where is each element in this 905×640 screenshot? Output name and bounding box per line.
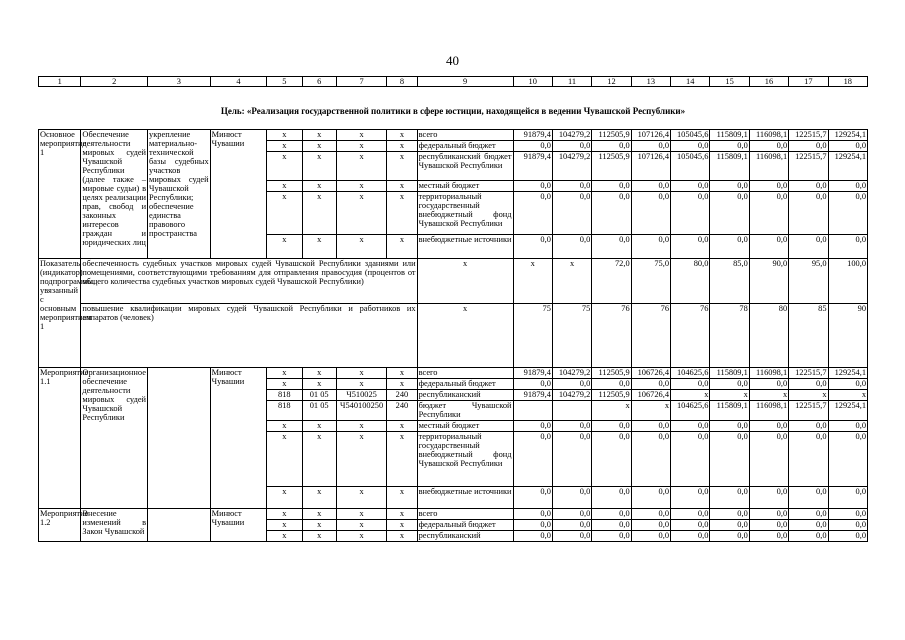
funding-value: 122515,7 (789, 130, 828, 141)
responsible-executor: Минюст Чувашии (210, 509, 267, 542)
funding-value: 116098,1 (749, 401, 788, 421)
indicator-value: 78 (710, 304, 749, 368)
funding-value: 104279,2 (552, 368, 591, 379)
funding-value: 0,0 (671, 379, 710, 390)
expense-type-code: x (387, 520, 417, 531)
column-number: 11 (552, 77, 591, 87)
indicator-value: 75 (552, 304, 591, 368)
column-number: 12 (592, 77, 631, 87)
funding-value: 0,0 (631, 509, 670, 520)
grbs-code: x (267, 141, 302, 152)
event-label: Мероприятие 1.2 (39, 509, 81, 542)
funding-value: x (749, 390, 788, 401)
funding-value: x (710, 390, 749, 401)
funding-value: 0,0 (749, 531, 788, 542)
column-number: 16 (749, 77, 788, 87)
funding-value: 0,0 (789, 487, 828, 509)
section-code: x (302, 130, 336, 141)
funding-value: 0,0 (592, 235, 631, 259)
indicator-value: 76 (592, 304, 631, 368)
indicator-value: 76 (671, 304, 710, 368)
event-result: укрепление материально-технической базы судебных участков мировых судей Чувашской Республики; обеспечение единства правового пространства (148, 130, 211, 259)
expense-type-code: x (387, 181, 417, 192)
target-article-code: x (336, 141, 386, 152)
funding-value: 91879,4 (513, 390, 552, 401)
funding-value: 0,0 (552, 181, 591, 192)
indicator-value: 80 (749, 304, 788, 368)
target-article-code: x (336, 509, 386, 520)
expense-type-code: x (387, 152, 417, 181)
expense-type-code: x (387, 421, 417, 432)
funding-value: 106726,4 (631, 390, 670, 401)
goal-title: Цель: «Реализация государственной политики в сфере юстиции, находящейся в ведении Чувашской Республики» (39, 87, 868, 130)
funding-value: 0,0 (592, 531, 631, 542)
column-number: 1 (39, 77, 81, 87)
event-label: Мероприятие 1.1 (39, 368, 81, 509)
section-code: 01 05 (302, 390, 336, 401)
funding-value: 0,0 (592, 432, 631, 487)
funding-value: 0,0 (513, 432, 552, 487)
funding-value: 0,0 (552, 141, 591, 152)
column-number: 13 (631, 77, 670, 87)
funding-source: местный бюджет (417, 181, 513, 192)
section-code: x (302, 432, 336, 487)
column-number: 2 (81, 77, 148, 87)
funding-source: территориальный государственный внебюджетный фонд Чувашской Республики (417, 192, 513, 235)
funding-value: 0,0 (749, 509, 788, 520)
target-article-code: x (336, 235, 386, 259)
funding-value: 0,0 (828, 141, 867, 152)
indicator-text: повышение квалификации мировых судей Чувашской Республики и работников их аппаратов (человек) (81, 304, 417, 368)
funding-value: 0,0 (828, 181, 867, 192)
funding-value: 0,0 (671, 509, 710, 520)
funding-value: 0,0 (671, 181, 710, 192)
expense-type-code: x (387, 487, 417, 509)
grbs-code: x (267, 509, 302, 520)
funding-value: 0,0 (828, 509, 867, 520)
event-name: Организационное обеспечение деятельности мировых судей Чувашской Республики (81, 368, 148, 509)
funding-value: 0,0 (592, 421, 631, 432)
funding-value: 0,0 (552, 520, 591, 531)
funding-value: 0,0 (789, 432, 828, 487)
funding-source: внебюджетные источники (417, 235, 513, 259)
indicator-value: 80,0 (671, 259, 710, 304)
indicator-value: 85,0 (710, 259, 749, 304)
grbs-code: x (267, 181, 302, 192)
table-row (39, 368, 868, 379)
funding-value: 115809,1 (710, 152, 749, 181)
funding-value: 0,0 (631, 421, 670, 432)
funding-source: республиканский (417, 531, 513, 542)
indicator-value: x (552, 259, 591, 304)
section-code: x (302, 192, 336, 235)
responsible-executor: Минюст Чувашии (210, 130, 267, 259)
grbs-code: x (267, 432, 302, 487)
funding-value: 105045,6 (671, 152, 710, 181)
funding-value: 0,0 (828, 235, 867, 259)
indicator-value: 75,0 (631, 259, 670, 304)
funding-value: 0,0 (789, 531, 828, 542)
grbs-code: x (267, 487, 302, 509)
grbs-code: x (267, 368, 302, 379)
indicator-label: Показатель (индикатор) подпрограммы, увязанный с основным мероприятием 1 (39, 259, 81, 368)
funding-value: 112505,9 (592, 152, 631, 181)
funding-value: 104279,2 (552, 390, 591, 401)
funding-value: 0,0 (710, 509, 749, 520)
grbs-code: 818 (267, 401, 302, 421)
funding-value: 0,0 (513, 421, 552, 432)
expense-type-code: x (387, 379, 417, 390)
funding-value: 0,0 (552, 421, 591, 432)
column-number: 7 (336, 77, 386, 87)
funding-value: 0,0 (789, 421, 828, 432)
funding-value: 0,0 (789, 509, 828, 520)
funding-value: 104279,2 (552, 152, 591, 181)
funding-value: 0,0 (710, 520, 749, 531)
funding-value: 0,0 (552, 531, 591, 542)
funding-value: 0,0 (749, 181, 788, 192)
funding-value: 0,0 (710, 487, 749, 509)
funding-value: 0,0 (631, 379, 670, 390)
expense-type-code: x (387, 192, 417, 235)
funding-value: 107126,4 (631, 130, 670, 141)
expense-type-code: x (387, 432, 417, 487)
funding-value: 0,0 (552, 235, 591, 259)
funding-value: 0,0 (592, 520, 631, 531)
funding-value: 0,0 (710, 432, 749, 487)
funding-value: 0,0 (592, 487, 631, 509)
funding-value: 0,0 (749, 235, 788, 259)
funding-value: 0,0 (749, 432, 788, 487)
column-number: 6 (302, 77, 336, 87)
funding-value: 0,0 (631, 520, 670, 531)
funding-value: 0,0 (592, 192, 631, 235)
funding-source: бюджет Чувашской Республики (418, 401, 512, 419)
funding-value: 129254,1 (828, 401, 867, 421)
target-article-code: x (336, 421, 386, 432)
indicator-value: x (513, 259, 552, 304)
funding-value: 129254,1 (828, 368, 867, 379)
section-code: x (302, 379, 336, 390)
funding-value: 0,0 (592, 509, 631, 520)
funding-source: внебюджетные источники (417, 487, 513, 509)
funding-value: 0,0 (631, 531, 670, 542)
funding-value: 0,0 (710, 235, 749, 259)
funding-value: 0,0 (789, 192, 828, 235)
funding-value: 0,0 (671, 192, 710, 235)
grbs-code: x (267, 531, 302, 542)
funding-value: x (828, 390, 867, 401)
funding-value: 0,0 (828, 531, 867, 542)
funding-value: 0,0 (671, 487, 710, 509)
funding-value: 104625,6 (671, 368, 710, 379)
section-code: x (302, 368, 336, 379)
target-article-code: x (336, 192, 386, 235)
expense-type-code: 240 (387, 401, 417, 421)
expense-type-code: x (387, 531, 417, 542)
indicator-value: 76 (631, 304, 670, 368)
expense-type-code: x (387, 235, 417, 259)
funding-value: 112505,9 (592, 390, 631, 401)
funding-value: 112505,9 (592, 368, 631, 379)
funding-source: всего (417, 368, 513, 379)
funding-value: 0,0 (671, 531, 710, 542)
funding-value: 112505,9 (592, 130, 631, 141)
section-code: x (302, 235, 336, 259)
funding-value: 0,0 (513, 509, 552, 520)
funding-value (513, 401, 552, 421)
event-name: Внесение изменений в Закон Чувашской (81, 509, 148, 542)
target-article-code: x (336, 130, 386, 141)
funding-value: 115809,1 (710, 401, 749, 421)
funding-value: 0,0 (710, 192, 749, 235)
funding-value: 0,0 (631, 192, 670, 235)
table-row (39, 130, 868, 141)
funding-value: 0,0 (828, 379, 867, 390)
table-body (39, 77, 868, 542)
section-code: x (302, 141, 336, 152)
funding-source: местный бюджет (417, 421, 513, 432)
target-article-code: x (336, 531, 386, 542)
funding-value: 129254,1 (828, 152, 867, 181)
column-number: 9 (417, 77, 513, 87)
indicator-text: обеспеченность судебных участков мировых судей Чувашской Республики зданиями или помещениями, соответствующими требованиям для отправления правосудия (процентов от общего количества судебных участков мировых судей Чувашской Республики) (81, 259, 417, 304)
funding-value: 0,0 (671, 141, 710, 152)
section-code: x (302, 520, 336, 531)
expense-type-code: x (387, 141, 417, 152)
funding-value: 0,0 (749, 141, 788, 152)
grbs-code: x (267, 379, 302, 390)
funding-value: 105045,6 (671, 130, 710, 141)
section-code: x (302, 181, 336, 192)
indicator-unit: x (417, 259, 513, 304)
funding-value: 116098,1 (749, 152, 788, 181)
funding-value: 104625,6 (671, 401, 710, 421)
table-row (39, 509, 868, 520)
funding-value: 129254,1 (828, 130, 867, 141)
funding-value: 0,0 (513, 235, 552, 259)
funding-value: 0,0 (828, 432, 867, 487)
funding-source: республиканский бюджет Чувашской Республики (417, 152, 513, 181)
grbs-code: 818 (267, 390, 302, 401)
funding-value: 104279,2 (552, 130, 591, 141)
funding-source: республиканский (417, 390, 513, 401)
funding-source: всего (417, 130, 513, 141)
funding-value: 0,0 (631, 181, 670, 192)
event-result (148, 509, 211, 542)
column-number: 4 (210, 77, 267, 87)
funding-value: 107126,4 (631, 152, 670, 181)
target-article-code: Ч540100250 (336, 401, 386, 421)
funding-value: 0,0 (789, 141, 828, 152)
funding-value: 0,0 (749, 192, 788, 235)
funding-value: 0,0 (552, 379, 591, 390)
funding-value: 0,0 (710, 141, 749, 152)
column-number-row (39, 77, 868, 87)
section-code: 01 05 (302, 401, 336, 421)
column-number: 3 (148, 77, 211, 87)
funding-value: 115809,1 (710, 368, 749, 379)
grbs-code: x (267, 152, 302, 181)
target-article-code: x (336, 368, 386, 379)
funding-value: 91879,4 (513, 368, 552, 379)
funding-value: 0,0 (513, 531, 552, 542)
section-code: x (302, 152, 336, 181)
funding-source: всего (417, 509, 513, 520)
indicator-value: 90,0 (749, 259, 788, 304)
funding-value: 0,0 (592, 379, 631, 390)
funding-value: x (789, 390, 828, 401)
funding-value: 0,0 (671, 520, 710, 531)
funding-value: 0,0 (513, 520, 552, 531)
section-code: x (302, 531, 336, 542)
funding-value: 0,0 (513, 379, 552, 390)
funding-value: 0,0 (592, 181, 631, 192)
funding-value: 0,0 (828, 520, 867, 531)
funding-source: территориальный государственный внебюджетный фонд Чувашской Республики (417, 432, 513, 487)
responsible-executor: Минюст Чувашии (210, 368, 267, 509)
indicator-value: 75 (513, 304, 552, 368)
target-article-code: x (336, 152, 386, 181)
funding-value: 0,0 (828, 421, 867, 432)
funding-value: 0,0 (513, 487, 552, 509)
column-number: 14 (671, 77, 710, 87)
indicator-value: 100,0 (828, 259, 867, 304)
column-number: 17 (789, 77, 828, 87)
target-article-code: x (336, 487, 386, 509)
grbs-code: x (267, 421, 302, 432)
indicator-value: 72,0 (592, 259, 631, 304)
funding-value: 0,0 (513, 181, 552, 192)
funding-value: 0,0 (749, 520, 788, 531)
funding-value: x (592, 401, 631, 421)
funding-value: 122515,7 (789, 401, 828, 421)
funding-value: 91879,4 (513, 152, 552, 181)
section-code: x (302, 421, 336, 432)
section-code: x (302, 509, 336, 520)
funding-value: 0,0 (710, 181, 749, 192)
event-result (148, 368, 211, 509)
funding-value: 115809,1 (710, 130, 749, 141)
page-number: 40 (446, 53, 459, 68)
grbs-code: x (267, 235, 302, 259)
funding-value: 0,0 (828, 192, 867, 235)
funding-value: 0,0 (789, 235, 828, 259)
funding-value: 0,0 (671, 235, 710, 259)
funding-source: федеральный бюджет (417, 141, 513, 152)
event-name: Обеспечение деятельности мировых судей Чувашской Республики (далее также – мировые судьи) в целях реализации прав, свобод и законных интересов граждан и юридических лиц (81, 130, 148, 259)
indicator-value: 95,0 (789, 259, 828, 304)
funding-value: 0,0 (671, 421, 710, 432)
funding-value: 0,0 (789, 520, 828, 531)
indicator-row (39, 304, 868, 368)
funding-value: 91879,4 (513, 130, 552, 141)
column-number: 15 (710, 77, 749, 87)
funding-source: федеральный бюджет (417, 520, 513, 531)
funding-value: 0,0 (552, 192, 591, 235)
funding-value: 0,0 (631, 432, 670, 487)
funding-value: 116098,1 (749, 368, 788, 379)
indicator-value: 85 (789, 304, 828, 368)
expense-type-code: x (387, 509, 417, 520)
goal-row (39, 87, 868, 130)
indicator-row (39, 259, 868, 304)
funding-value: 0,0 (749, 487, 788, 509)
funding-value: 0,0 (710, 379, 749, 390)
target-article-code: x (336, 520, 386, 531)
funding-value: 0,0 (749, 379, 788, 390)
target-article-code: Ч510025 (336, 390, 386, 401)
column-number: 10 (513, 77, 552, 87)
funding-source: федеральный бюджет (417, 379, 513, 390)
funding-value: 0,0 (828, 487, 867, 509)
funding-value: 116098,1 (749, 130, 788, 141)
event-label: Основное мероприятие 1 (39, 130, 81, 259)
budget-table (38, 76, 868, 542)
expense-type-code: 240 (387, 390, 417, 401)
expense-type-code: x (387, 368, 417, 379)
funding-value: 0,0 (749, 421, 788, 432)
funding-value (552, 401, 591, 421)
funding-value: 0,0 (631, 235, 670, 259)
grbs-code: x (267, 130, 302, 141)
funding-value: 0,0 (513, 141, 552, 152)
funding-value: x (631, 401, 670, 421)
target-article-code: x (336, 181, 386, 192)
expense-type-code: x (387, 130, 417, 141)
column-number: 18 (828, 77, 867, 87)
target-article-code: x (336, 432, 386, 487)
funding-value: 106726,4 (631, 368, 670, 379)
target-article-code: x (336, 379, 386, 390)
funding-value: 0,0 (552, 509, 591, 520)
funding-value: 0,0 (552, 487, 591, 509)
funding-value: 0,0 (789, 181, 828, 192)
funding-value: 0,0 (513, 192, 552, 235)
section-code: x (302, 487, 336, 509)
grbs-code: x (267, 520, 302, 531)
funding-value: 0,0 (789, 379, 828, 390)
funding-value: x (671, 390, 710, 401)
funding-value: 0,0 (710, 531, 749, 542)
column-number: 8 (387, 77, 417, 87)
column-number: 5 (267, 77, 302, 87)
grbs-code: x (267, 192, 302, 235)
indicator-unit: x (417, 304, 513, 368)
funding-value: 122515,7 (789, 152, 828, 181)
funding-value: 0,0 (671, 432, 710, 487)
funding-value: 0,0 (710, 421, 749, 432)
funding-value: 0,0 (631, 487, 670, 509)
indicator-value: 90 (828, 304, 867, 368)
funding-value: 0,0 (592, 141, 631, 152)
funding-value: 0,0 (552, 432, 591, 487)
funding-value: 0,0 (631, 141, 670, 152)
funding-value: 122515,7 (789, 368, 828, 379)
